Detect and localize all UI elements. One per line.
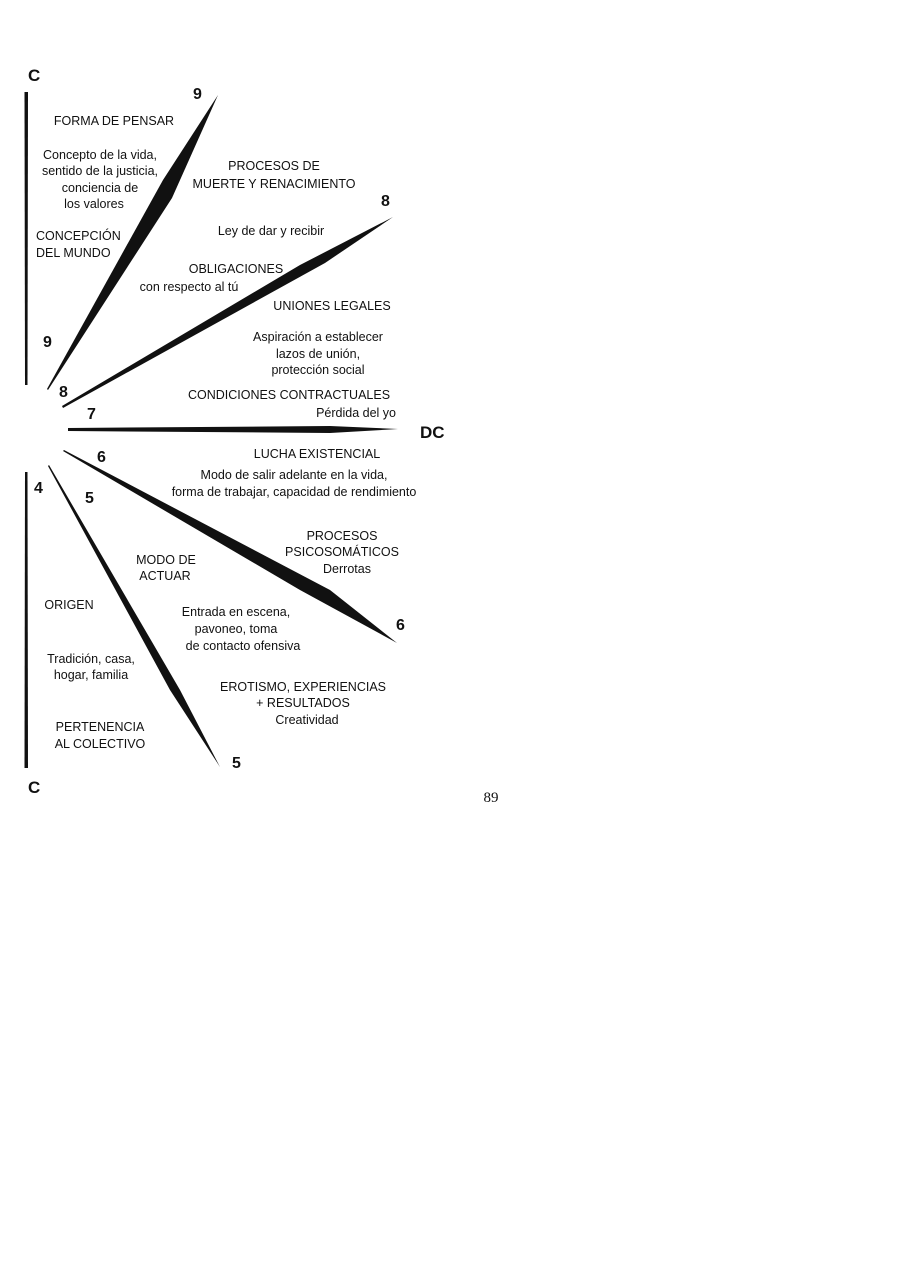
house5-desc-line1: Entrada en escena, — [181, 605, 291, 619]
c-axis-top-label: C — [28, 66, 41, 85]
house4-belonging-line1: PERTENENCIA — [55, 720, 145, 734]
house4-title: ORIGEN — [44, 598, 94, 612]
house7-desc-line3: protección social — [271, 363, 365, 377]
house7-contract: CONDICIONES CONTRACTUALES — [187, 388, 391, 402]
house6-psycho-line2: PSICOSOMÁTICOS — [285, 545, 399, 559]
house-number-4: 4 — [34, 480, 43, 497]
house-number-6-left: 6 — [97, 449, 106, 466]
house5-desc-line2: pavoneo, toma — [194, 622, 278, 636]
house-number-5-bottom: 5 — [232, 755, 241, 772]
c-axis-lower — [25, 472, 29, 768]
c-axis-upper — [25, 92, 29, 385]
house9-desc-line2: sentido de la justicia, — [41, 164, 159, 178]
house6-desc-line2: forma de trabajar, capacidad de rendimiento — [171, 485, 417, 499]
house7-desc-line1: Aspiración a establecer — [253, 330, 383, 344]
house4-desc-line2: hogar, familia — [53, 668, 129, 682]
house6-psycho-line1: PROCESOS — [306, 529, 378, 543]
house4-desc-line1: Tradición, casa, — [47, 652, 135, 666]
house-number-7: 7 — [87, 406, 96, 423]
house-number-6-bottom: 6 — [396, 617, 405, 634]
house7-desc-line2: lazos de unión, — [275, 347, 361, 361]
house5-title-line2: ACTUAR — [139, 569, 191, 583]
house7-contract-desc: Pérdida del yo — [316, 406, 396, 420]
c-axis-bottom-label: C — [28, 778, 41, 797]
house6-psycho-line3: Derrotas — [323, 562, 371, 576]
house-number-9-left: 9 — [43, 334, 52, 351]
house8-desc: Ley de dar y recibir — [217, 224, 325, 238]
house9-desc-line4: los valores — [64, 197, 124, 211]
house8-obligations: OBLIGACIONES — [188, 262, 284, 276]
house5-desc-line3: de contacto ofensiva — [185, 639, 301, 653]
house-number-5-left: 5 — [85, 490, 94, 507]
house5-erotism-line1: EROTISMO, EXPERIENCIAS — [219, 680, 387, 694]
house9-subtitle-line2: DEL MUNDO — [36, 246, 111, 260]
house6-desc-line1: Modo de salir adelante en la vida, — [200, 468, 388, 482]
house-number-9-top: 9 — [193, 86, 202, 103]
house5-erotism-line2: + RESULTADOS — [256, 696, 350, 710]
house8-title-line2: MUERTE Y RENACIMIENTO — [192, 177, 356, 191]
house5-erotism-line3: Creatividad — [275, 713, 339, 727]
house4-belonging-line2: AL COLECTIVO — [54, 737, 146, 751]
house-number-8-left: 8 — [59, 384, 68, 401]
house8-title-line1: PROCESOS DE — [228, 159, 320, 173]
house9-desc-line1: Concepto de la vida, — [43, 148, 157, 162]
house9-title: FORMA DE PENSAR — [53, 114, 175, 128]
cusp-7-ray — [68, 426, 398, 433]
house9-desc-line3: conciencia de — [61, 181, 139, 195]
house6-title: LUCHA EXISTENCIAL — [253, 447, 381, 461]
house9-subtitle-line1: CONCEPCIÓN — [36, 229, 121, 243]
house5-title-line1: MODO DE — [136, 553, 196, 567]
dc-axis-label: DC — [420, 423, 445, 442]
page-number: 89 — [483, 790, 499, 806]
house-number-8-top: 8 — [381, 193, 390, 210]
house7-title: UNIONES LEGALES — [273, 299, 391, 313]
house8-obligations-desc: con respecto al tú — [139, 280, 239, 294]
